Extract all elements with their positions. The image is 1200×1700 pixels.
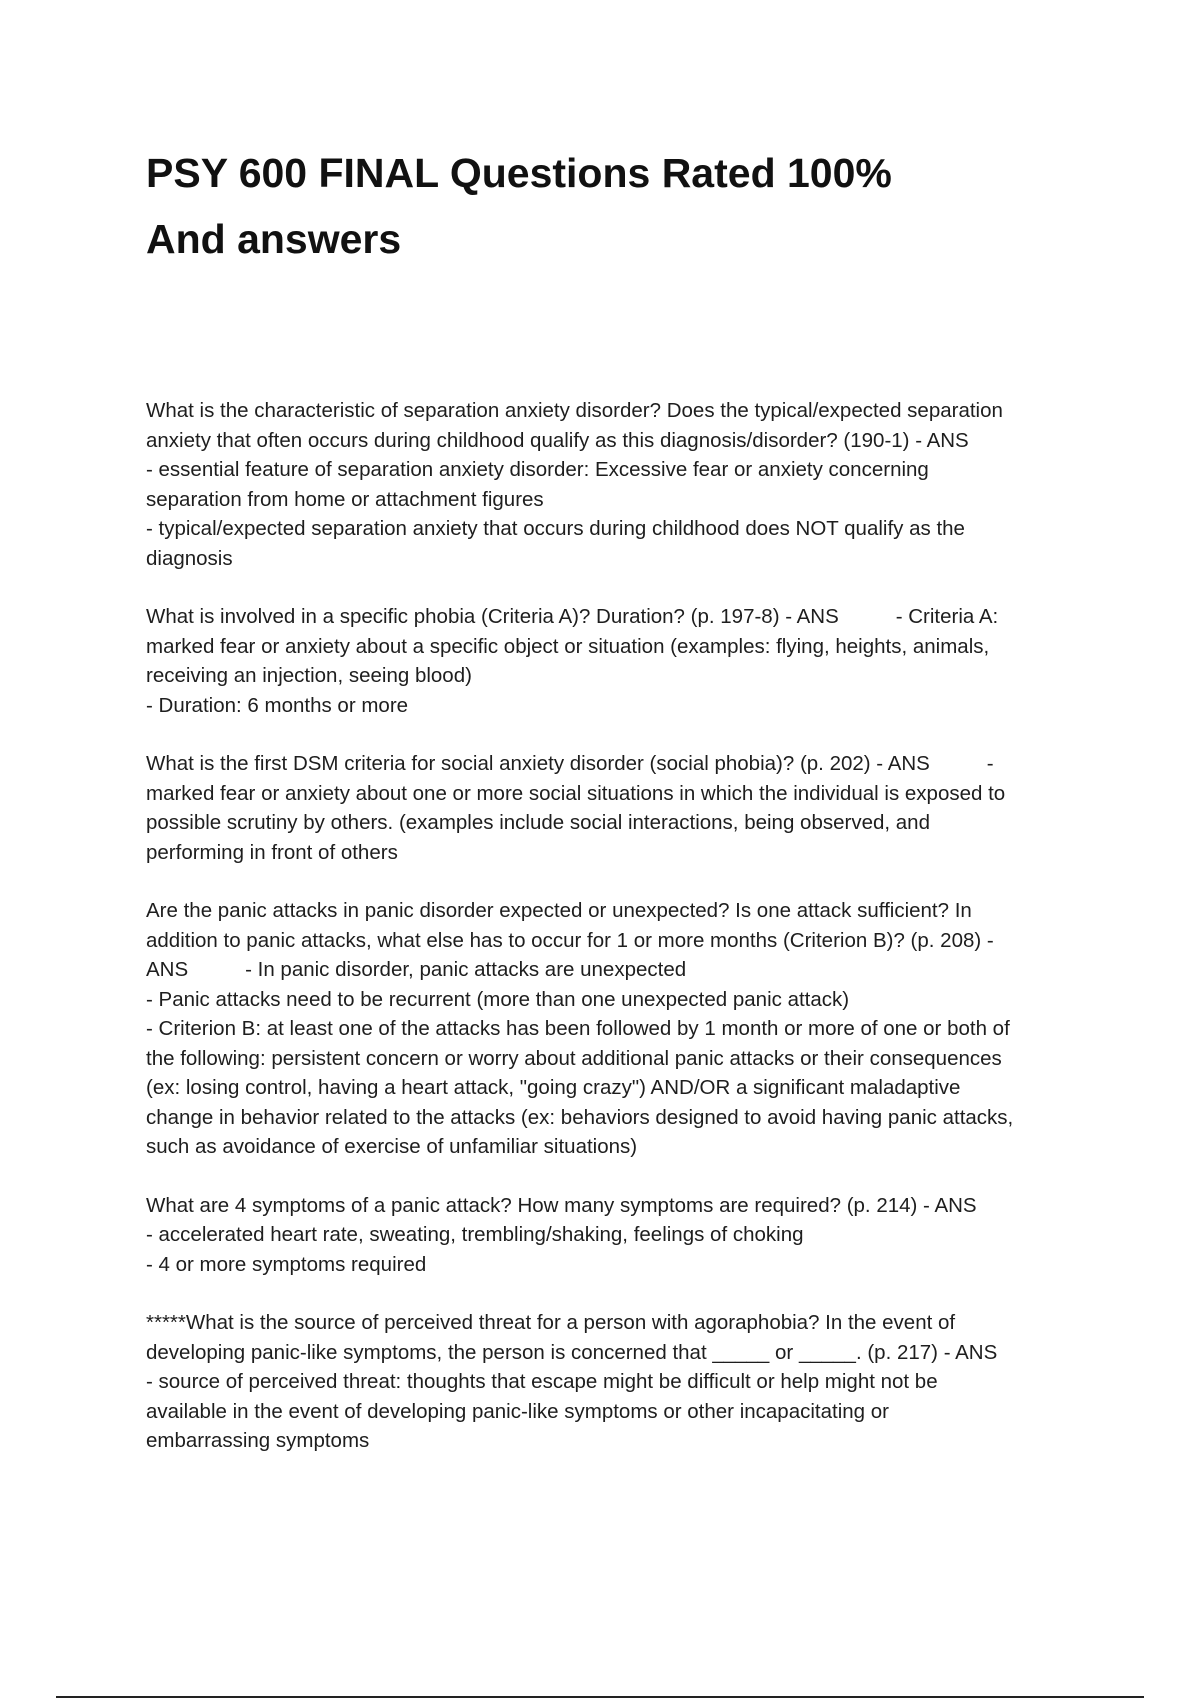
qa-line: What is the characteristic of separation anxiety disorder? Does the typical/expected separation [146, 399, 1003, 422]
qa-block-social-anxiety [146, 749, 1096, 867]
qa-line: such as avoidance of exercise of unfamiliar situations) [146, 1135, 638, 1158]
qa-line: the following: persistent concern or worry about additional panic attacks or their consequences [146, 1046, 1002, 1070]
qa-line: *****What is the source of perceived threat for a person with agoraphobia? In the event of [146, 1311, 956, 1334]
qa-block-panic-disorder [146, 896, 1096, 1162]
qa-line: Are the panic attacks in panic disorder expected or unexpected? Is one attack sufficient? In [146, 899, 972, 922]
qa-line: embarrassing symptoms [146, 1429, 370, 1452]
qa-line: available in the event of developing panic-like symptoms or other incapacitating or [146, 1399, 889, 1423]
qa-line: - 4 or more symptoms required [146, 1252, 427, 1276]
qa-line: - typical/expected separation anxiety that occurs during childhood does NOT qualify as the [146, 517, 965, 540]
qa-block-agoraphobia [146, 1308, 1096, 1456]
qa-block-specific-phobia [146, 602, 1096, 720]
qa-line: - Duration: 6 months or more [146, 693, 409, 717]
qa-line: ANS - In panic disorder, panic attacks are unexpected [146, 958, 687, 981]
qa-line: - essential feature of separation anxiety disorder: Excessive fear or anxiety concerning [146, 458, 929, 481]
qa-line: - Panic attacks need to be recurrent (more than one unexpected panic attack) [146, 987, 850, 1011]
qa-line: (ex: losing control, having a heart attack, "going crazy") AND/OR a significant maladaptive [146, 1076, 961, 1099]
qa-line: change in behavior related to the attacks (ex: behaviors designed to avoid having panic attacks, [146, 1105, 1014, 1129]
qa-line: receiving an injection, seeing blood) [146, 664, 472, 687]
qa-line: anxiety that often occurs during childhood qualify as this diagnosis/disorder? (190-1) - ANS [146, 428, 969, 452]
qa-block-panic-attack-symptoms [146, 1191, 1096, 1280]
footer-divider [56, 1696, 1144, 1698]
qa-line: addition to panic attacks, what else has to occur for 1 or more months (Criterion B)? (p. 208) - [146, 928, 994, 952]
qa-line: marked fear or anxiety about one or more social situations in which the individual is exposed to [146, 781, 1006, 805]
qa-line: marked fear or anxiety about a specific object or situation (examples: flying, heights, animals, [146, 634, 990, 658]
qa-line: diagnosis [146, 546, 233, 570]
qa-line: What is the first DSM criteria for social anxiety disorder (social phobia)? (p. 202) - ANS - [146, 752, 994, 775]
qa-line: possible scrutiny by others. (examples include social interactions, being observed, and [146, 811, 930, 834]
qa-line: developing panic-like symptoms, the person is concerned that _____ or _____. (p. 217) - ANS [146, 1340, 998, 1364]
document-title-line-1: PSY 600 FINAL Questions Rated 100% [146, 150, 892, 196]
qa-line: performing in front of others [146, 840, 398, 864]
qa-line: - Criterion B: at least one of the attacks has been followed by 1 month or more of one or both of [146, 1017, 1010, 1040]
qa-line: - source of perceived threat: thoughts that escape might be difficult or help might not be [146, 1370, 938, 1393]
qa-block-separation-anxiety [146, 396, 1096, 573]
qa-line: separation from home or attachment figures [146, 487, 544, 511]
qa-line: - accelerated heart rate, sweating, trembling/shaking, feelings of choking [146, 1223, 804, 1246]
qa-line: What is involved in a specific phobia (Criteria A)? Duration? (p. 197-8) - ANS - Criteria A: [146, 605, 999, 628]
document-title-line-2: And answers [146, 216, 402, 262]
document-title [146, 140, 1086, 272]
qa-line: What are 4 symptoms of a panic attack? How many symptoms are required? (p. 214) - ANS [146, 1193, 977, 1217]
qa-list [146, 396, 1096, 1485]
